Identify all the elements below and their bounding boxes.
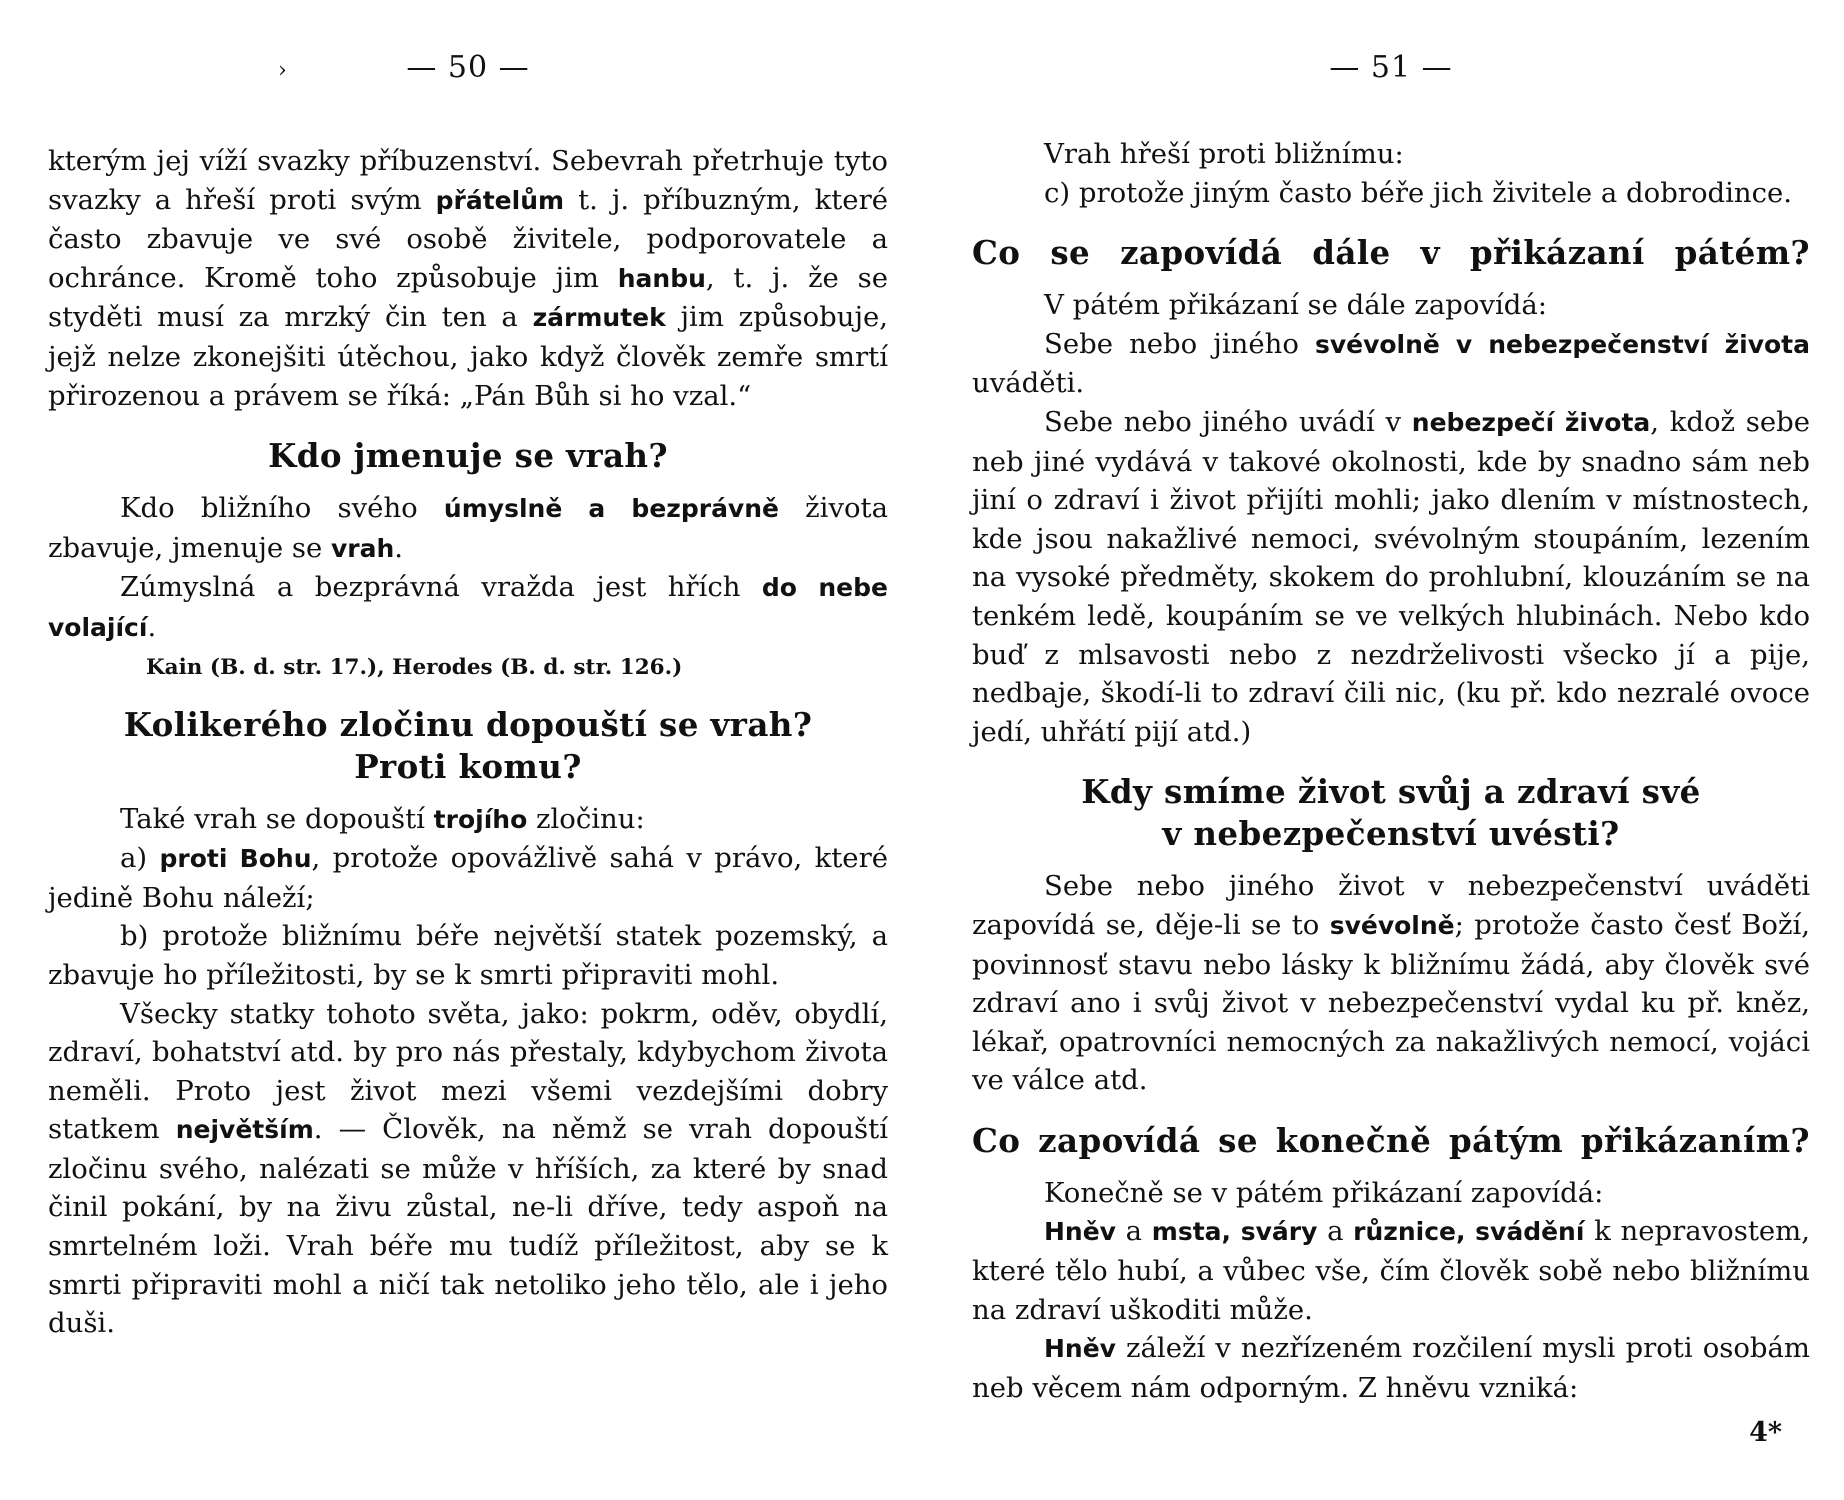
- paragraph: Také vrah se dopouští trojího zločinu:: [120, 802, 645, 835]
- paragraph: Všecky statky tohoto světa, jako: pokrm, oděv, obydlí, zdraví, bohatství atd. by pro nás přestaly, kdybychom života neměli. Proto jest život mezi všemi vezdejšími dobry statkem největším. — Člověk, na němž se vrah dopouští zločinu svého, nalézati se může v hříších, za které by snad činil pokání, by na živu zůstal, ne-li dříve, tedy aspoň na smrtelném loži. Vrah béře mu tudíž příležitost, aby se k smrti připraviti mohl a ničí tak netoliko jeho tělo, ale i jeho duši.: [48, 997, 888, 1340]
- paragraph: V pátém přikázaní se dále zapovídá:: [1044, 289, 1548, 322]
- question-heading: Kolikerého zločinu dopouští se vrah? Proti komu?: [123, 704, 813, 786]
- right-page-body: [972, 135, 1810, 1448]
- paragraph: Zúmyslná a bezprávná vražda jest hřích do nebe volající.: [48, 571, 888, 643]
- page-number: — 50 —: [406, 50, 530, 85]
- paragraph: b) protože bližnímu béře největší statek pozemský, a zbavuje ho příležitosti, by se k smrti připraviti mohl.: [48, 920, 888, 991]
- paragraph: Hněv záleží v nezřízeném rozčilení mysli proti osobám neb věcem nám odporným. Z hněvu vzniká:: [972, 1332, 1810, 1404]
- margin-mark: ›: [278, 58, 287, 83]
- paragraph: a) proti Bohu, protože opovážlivě sahá v právo, které jedině Bohu náleží;: [48, 842, 888, 914]
- paragraph: Kdo bližního svého úmyslně a bezprávně života zbavuje, jmenuje se vrah.: [48, 492, 888, 564]
- question-heading: Kdo jmenuje se vrah?: [268, 436, 668, 476]
- paragraph: Sebe nebo jiného život v nebezpečenství uváděti zapovídá se, děje-li se to svévolně; protože často česť Boží, povinnosť stavu nebo lásky k bližnímu žádá, aby člověk své zdraví ano i svůj život v nebezpečenství vydal ku př. kněz, lékař, opatrovníci nemocných za nakažlivých nemocí, vojáci ve válce atd.: [972, 870, 1811, 1097]
- paragraph: Sebe nebo jiného uvádí v nebezpečí života, kdož sebe neb jiné vydává v takové okolnosti, kde by snadno sám neb jiní o zdraví i život přijíti mohli; jako dlením v místnostech, kde jsou nakažlivé nemoci, svévolným stoupáním, lezením na vysoké předměty, skokem do prohlubní, klouzáním se na tenkém ledě, koupáním se ve velkých hlubinách. Nebo kdo buď z mlsavosti nebo z nezdrželivosti všecko jí a pije, nedbaje, škodí-li to zdraví čili nic, (ku př. kdo nezralé ovoce jedí, uhřátí pijí atd.): [972, 405, 1811, 748]
- paragraph: Vrah hřeší proti bližnímu:: [1044, 138, 1404, 170]
- question-heading: Kdy smíme život svůj a zdraví své v nebezpečenství uvésti?: [1081, 772, 1701, 854]
- page-number: — 51 —: [1329, 50, 1453, 85]
- paragraph: Hněv a msta, sváry a různice, svádění k nepravostem, které tělo hubí, a vůbec vše, čím člověk sobě nebo bližnímu na zdraví uškoditi může.: [972, 1215, 1810, 1326]
- left-page-body: [48, 142, 888, 1343]
- paragraph: kterým jej víží svazky příbuzenství. Sebevrah přetrhuje tyto svazky a hřeší proti svým přátelům t. j. příbuzným, které často zbavuje ve své osobě živitele, podporovatele a ochránce. Kromě toho způsobuje jim hanbu, t. j. že se styděti musí za mrzký čin ten a zármutek jim způsobuje, jejž nelze zkonejšiti útěchou, jako když člověk zemře smrtí přirozenou a právem se říká: „Pán Bůh si ho vzal.“: [48, 145, 888, 412]
- signature-mark: 4*: [1749, 1417, 1782, 1449]
- paragraph: Konečně se v pátém přikázaní zapovídá:: [1044, 1176, 1604, 1209]
- question-heading: Co zapovídá se konečně pátým přikázaním?: [972, 1120, 1810, 1160]
- question-heading: Co se zapovídá dále v přikázaní pátém?: [972, 233, 1810, 273]
- paragraph: Sebe nebo jiného svévolně v nebezpečenství života uváděti.: [972, 327, 1810, 400]
- paragraph: c) protože jiným často béře jich živitele a dobrodince.: [1044, 176, 1793, 209]
- reference-note: Kain (B. d. str. 17.), Herodes (B. d. str. 126.): [146, 654, 683, 680]
